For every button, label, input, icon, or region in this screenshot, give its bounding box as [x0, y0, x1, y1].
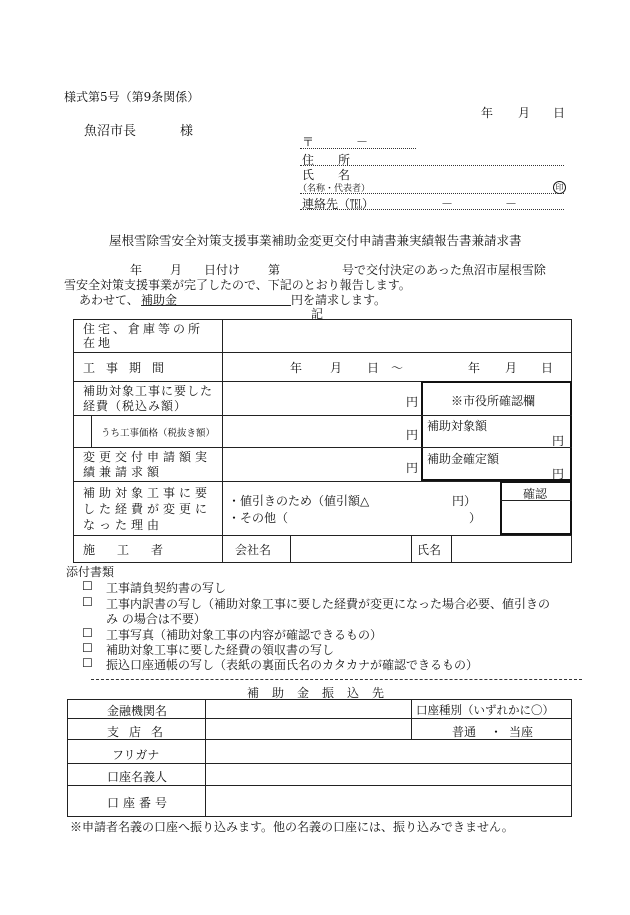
account-number-label: 口座番号 [107, 796, 172, 810]
sub-cost-label: うち工事価格（税抜き額） [101, 428, 216, 439]
account-dot: ・ [490, 725, 503, 739]
attachment-box-5[interactable]: ☐ [82, 656, 93, 670]
period-tilde: ～ [391, 361, 404, 375]
body-year: 年 [130, 263, 143, 277]
reason-other-end: ） [469, 511, 482, 525]
attachment-item-3: 工事写真（補助対象工事の内容が確認できるもの） [106, 628, 383, 642]
addressee: 魚沼市長 [84, 124, 137, 139]
office-label: ※市役所確認欄 [451, 394, 536, 408]
reason-label: 補助対象工事に要した経費が変更になった理由 [83, 486, 212, 532]
reason-discount: ・値引きのため（値引額△ [228, 494, 370, 508]
date-year: 年 [481, 106, 494, 120]
attachment-item-2: 工事内訳書の写し（補助対象工事に要した経費が変更になった場合必要、値引きの [106, 597, 551, 611]
body-line3-pre: あわせて、 [79, 293, 139, 307]
period-day-2: 日 [541, 361, 554, 375]
account-type-label: 口座種別（いずれかに〇） [416, 703, 554, 717]
office-fixed-yen: 円 [552, 467, 565, 481]
bank-note: ※申請者名義の口座へ振り込みます。他の名義の口座には、振り込みできません。 [70, 820, 514, 834]
location-label: 住宅、倉庫等の所在地 [83, 322, 204, 350]
contact-dash-2: － [505, 197, 518, 211]
cut-line [91, 679, 582, 680]
body-month: 月 [170, 263, 183, 277]
period-month-2: 月 [505, 361, 518, 375]
attachment-box-2[interactable]: ☐ [82, 595, 93, 609]
attachments-heading: 添付書類 [66, 565, 115, 579]
sub-cost-yen: 円 [406, 428, 419, 442]
contact-dash-1: － [441, 197, 454, 211]
cost-label: 補助対象工事に要した経費（税込み額） [83, 384, 214, 413]
form-number: 様式第5号（第9条関係） [64, 90, 200, 104]
account-normal[interactable]: 普通 [452, 725, 477, 739]
attachment-item-4: 補助対象工事に要した経費の領収書の写し [106, 643, 335, 657]
name-label: 氏 名 [302, 168, 351, 182]
attachment-item-5: 振込口座通帳の写し（表紙の裏面氏名のカタカナが確認できるもの） [106, 658, 479, 672]
change-yen: 円 [406, 461, 419, 475]
period-year: 年 [290, 361, 303, 375]
postal-dash: － [356, 135, 369, 149]
attachment-box-1[interactable]: ☐ [82, 579, 93, 593]
attachment-box-3[interactable]: ☐ [82, 626, 93, 640]
period-label: 工事期間 [83, 361, 176, 375]
attachment-item-2-cont: み の場合は不要） [106, 612, 206, 626]
reason-discount-end: 円） [452, 494, 477, 508]
body-line3-sub: 補助金 [141, 293, 178, 307]
attachment-item-1: 工事請負契約書の写し [106, 581, 227, 595]
bank-heading: 補助金振込先 [247, 686, 398, 700]
date-day: 日 [553, 106, 566, 120]
office-target-yen: 円 [552, 434, 565, 448]
honorific: 様 [180, 124, 194, 139]
seal-mark [553, 179, 566, 194]
office-target-label: 補助対象額 [427, 419, 488, 433]
person-label: 氏名 [417, 543, 442, 557]
furigana-label: フリガナ [112, 748, 160, 762]
name-note: （名称・代表者） [298, 184, 371, 194]
document-title: 屋根雪除雪安全対策支援事業補助金変更交付申請書兼実績報告書兼請求書 [109, 233, 522, 248]
body-line1-rest: 号で交付決定のあった魚沼市屋根雪除 [342, 263, 546, 277]
period-day: 日 [367, 361, 380, 375]
contractor-label: 施工者 [83, 543, 186, 557]
period-year-2: 年 [468, 361, 481, 375]
confirm-label: 確認 [523, 487, 548, 501]
body-line3-post: 円を請求します。 [291, 293, 387, 307]
period-month: 月 [330, 361, 343, 375]
postal-mark: 〒 [302, 135, 315, 149]
address-label: 住 所 [302, 153, 351, 167]
bank-institution-label: 金融機関名 [107, 704, 168, 718]
body-day: 日付け [204, 263, 241, 277]
cost-yen: 円 [406, 395, 419, 409]
holder-label: 口座名義人 [107, 770, 168, 784]
account-checking[interactable]: 当座 [509, 725, 534, 739]
body-line2: 雪安全対策支援事業が完了したので、下記のとおり報告します。 [64, 278, 411, 292]
office-fixed-label: 補助金確定額 [427, 452, 500, 466]
company-label: 会社名 [235, 543, 272, 557]
seal-icon: 印 [553, 181, 566, 194]
attachment-box-4[interactable]: ☐ [82, 641, 93, 655]
branch-label: 支店名 [107, 725, 174, 739]
reason-other: ・その他（ [228, 511, 289, 525]
contact-label: 連絡先（℡） [302, 197, 375, 211]
change-label: 変更交付申請額実績兼請求額 [83, 450, 212, 479]
ki-mark: 記 [311, 307, 324, 321]
body-dai: 第 [268, 263, 281, 277]
date-month: 月 [518, 106, 531, 120]
